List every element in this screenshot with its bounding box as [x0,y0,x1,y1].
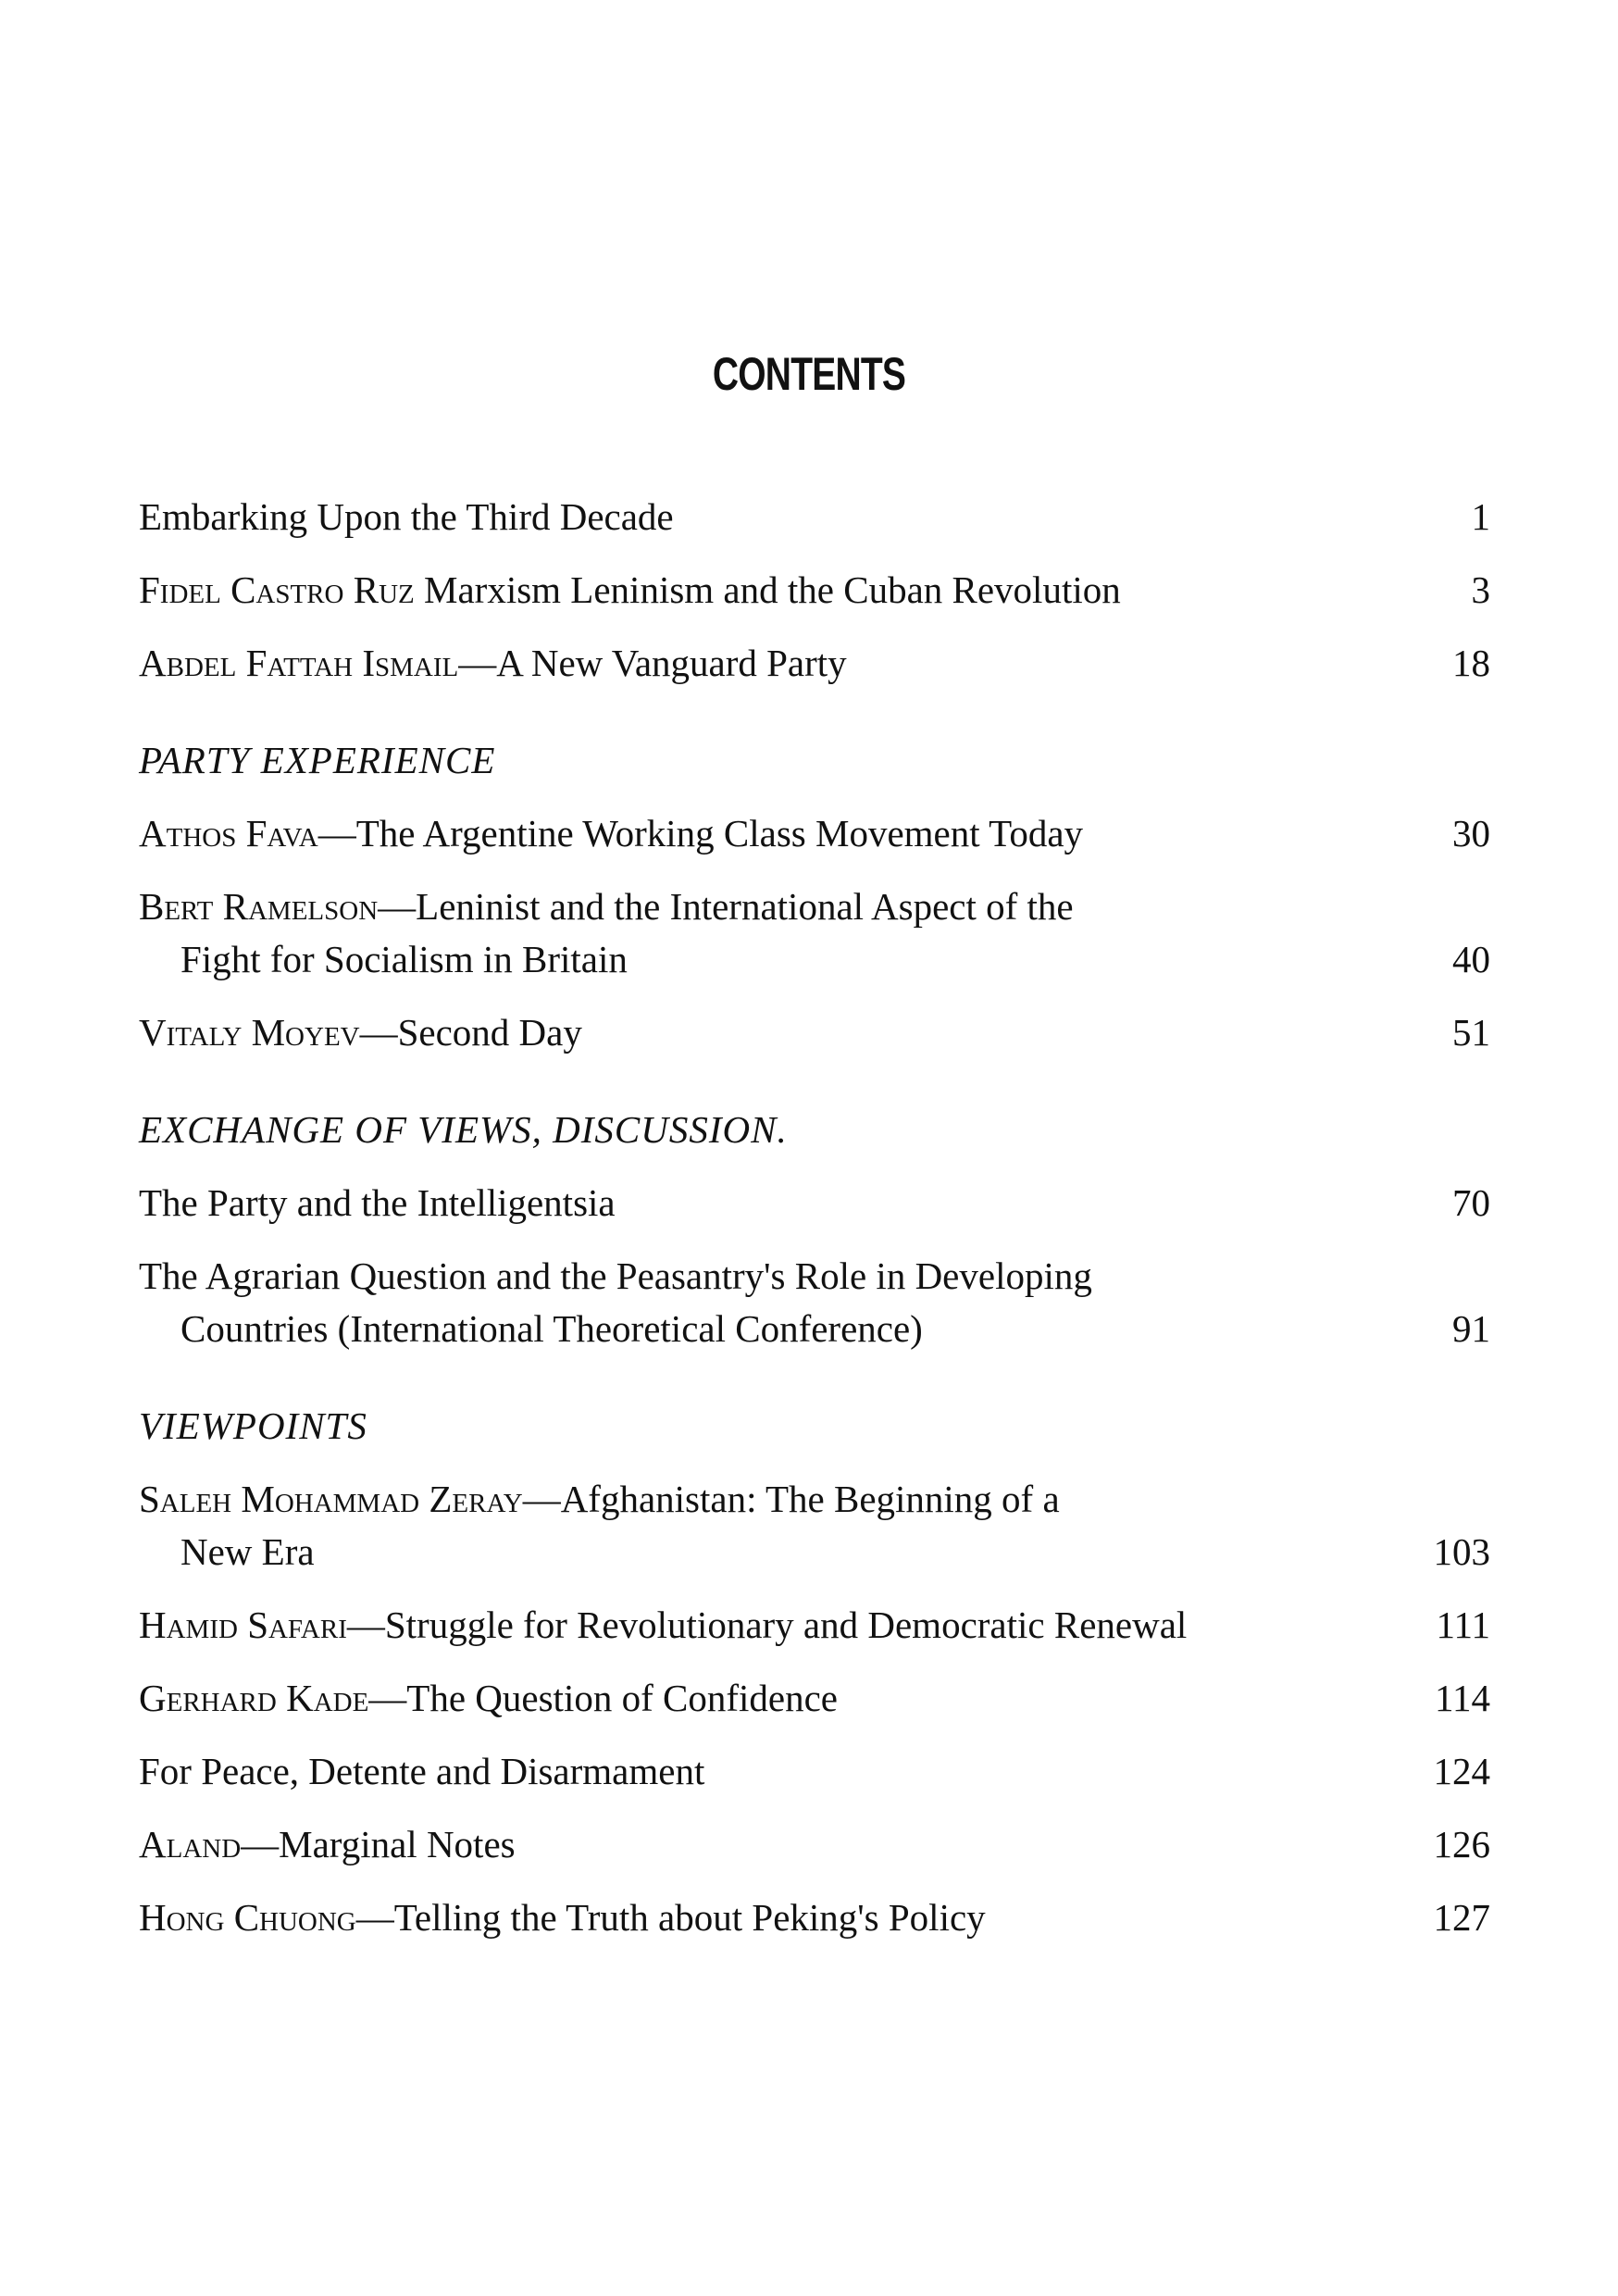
entry-title: —Telling the Truth about Peking's Policy [355,1896,986,1939]
entry-page-number: 70 [1452,1181,1490,1224]
entry-title: Embarking Upon the Third Decade [139,495,674,538]
entry-text [139,491,1379,543]
entry-text [139,880,1379,986]
toc-entry [139,1672,1490,1725]
entry-title: The Agrarian Question and the Peasantry's Role in Developing [139,1254,1092,1297]
entry-page-number: 127 [1433,1896,1490,1939]
toc-entry [139,564,1490,617]
entry-author: Athos Fava [139,812,318,855]
toc-entry [139,1473,1490,1578]
entry-title-continuation: New Era [180,1530,315,1573]
entry-author: Abdel Fattah Ismail [139,642,459,684]
entry-text [139,1599,1379,1652]
entry-page-number: 124 [1433,1750,1490,1792]
entry-author: Aland [139,1823,242,1866]
entry-title: —Struggle for Revolutionary and Democratic Renewal [346,1603,1188,1646]
page-title: CONTENTS [712,348,906,400]
toc-entry [139,1818,1490,1871]
toc-entry [139,1599,1490,1652]
entry-author: Bert Ramelson [139,885,379,928]
entry-text [139,637,1379,690]
toc-entry [139,880,1490,986]
entry-author: Gerhard Kade [139,1677,369,1719]
entry-title-continuation: Countries (International Theoretical Conference) [180,1307,923,1350]
entry-text [139,1006,1379,1059]
entry-text [139,564,1379,617]
entry-title: —Afghanistan: The Beginning of a [522,1478,1060,1520]
entry-author: Hamid Safari [139,1603,347,1646]
entry-author: Saleh Mohammad Zeray [139,1478,523,1520]
contents-list [139,491,1490,1965]
entry-text [139,1672,1379,1725]
entry-text [139,1891,1379,1944]
entry-title-continuation: Fight for Socialism in Britain [180,938,628,980]
entry-text [139,1473,1379,1578]
entry-title: —Marginal Notes [241,1823,516,1866]
entry-page-number: 30 [1452,812,1490,855]
entry-author: Vitaly Moyev [139,1011,360,1054]
toc-entry [139,637,1490,690]
entry-text [139,1250,1379,1355]
toc-entry [139,807,1490,860]
toc-entry [139,491,1490,543]
entry-page-number: 126 [1433,1823,1490,1866]
entry-text [139,1818,1379,1871]
entry-text [139,807,1379,860]
section-heading: VIEWPOINTS [139,1404,367,1447]
entry-title: For Peace, Detente and Disarmament [139,1750,705,1792]
entry-author: Fidel Castro Ruz [139,568,415,611]
entry-page-number: 18 [1452,642,1490,684]
toc-entry [139,1177,1490,1229]
toc-entry [139,1745,1490,1798]
entry-page-number: 40 [1452,938,1490,980]
section-heading: EXCHANGE OF VIEWS, DISCUSSION. [139,1108,788,1151]
entry-title: —A New Vanguard Party [458,642,847,684]
entry-title: —The Argentine Working Class Movement Today [317,812,1084,855]
entry-page-number: 111 [1436,1603,1490,1646]
entry-page-number: 1 [1471,495,1490,538]
entry-title: —Second Day [359,1011,582,1054]
entry-text [139,1177,1379,1229]
entry-page-number: 91 [1452,1307,1490,1350]
entry-text [139,1745,1379,1798]
entry-title: Marxism Leninism and the Cuban Revolution [414,568,1121,611]
entry-title: The Party and the Intelligentsia [139,1181,616,1224]
toc-entry [139,1006,1490,1059]
entry-title: —Leninist and the International Aspect of the [378,885,1074,928]
entry-page-number: 103 [1433,1530,1490,1573]
section-heading: PARTY EXPERIENCE [139,739,496,781]
entry-author: Hong Chuong [139,1896,356,1939]
entry-page-number: 3 [1471,568,1490,611]
toc-entry [139,1250,1490,1355]
entry-page-number: 51 [1452,1011,1490,1054]
entry-title: —The Question of Confidence [368,1677,838,1719]
toc-entry [139,1891,1490,1944]
entry-page-number: 114 [1435,1677,1490,1719]
